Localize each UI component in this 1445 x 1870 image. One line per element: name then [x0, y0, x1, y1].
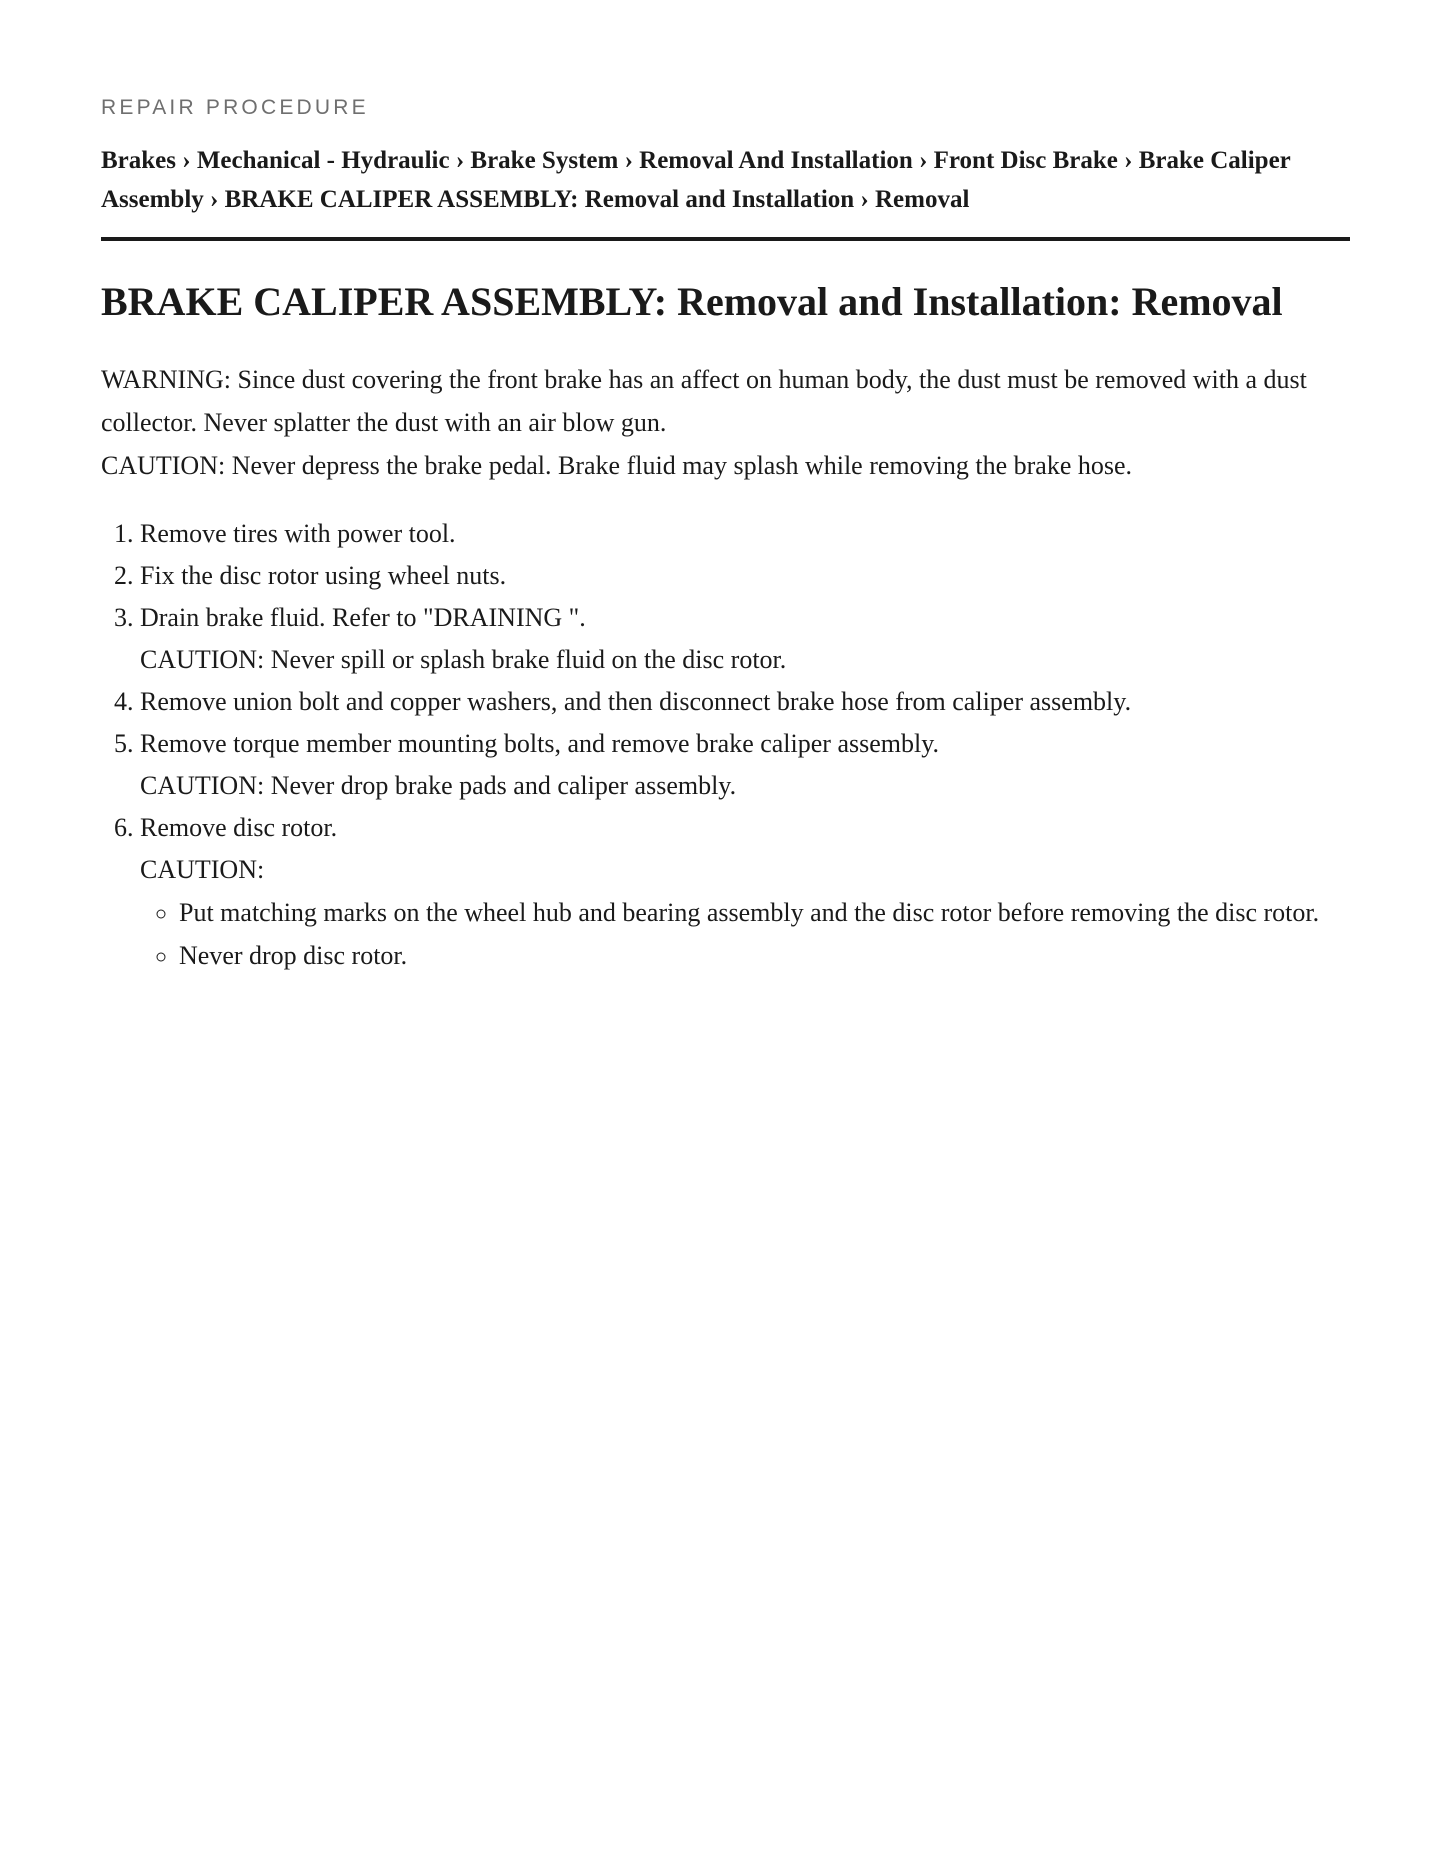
- procedure-steps: [101, 513, 1350, 977]
- breadcrumb-separator: ›: [860, 186, 875, 213]
- breadcrumb-separator: ›: [210, 186, 225, 213]
- procedure-step: [140, 723, 1350, 807]
- step-text: Fix the disc rotor using wheel nuts.: [140, 561, 507, 590]
- caution-bullet: ◦ Never drop disc rotor.: [179, 934, 1350, 977]
- section-kicker: REPAIR PROCEDURE: [101, 96, 369, 119]
- step-text: Remove union bolt and copper washers, and then disconnect brake hose from caliper assembly.: [140, 687, 1132, 716]
- step-caution: CAUTION: Never drop brake pads and caliper assembly.: [140, 771, 737, 800]
- breadcrumb-item[interactable]: Removal And Installation: [639, 147, 913, 174]
- breadcrumb-separator: ›: [919, 147, 934, 174]
- procedure-step: [140, 597, 1350, 681]
- breadcrumb-separator: ›: [455, 147, 471, 174]
- procedure-step: [140, 513, 1350, 555]
- breadcrumb-item[interactable]: BRAKE CALIPER ASSEMBLY: Removal and Installation: [224, 186, 855, 213]
- breadcrumb-item[interactable]: Brakes: [101, 147, 176, 174]
- breadcrumb-separator: ›: [624, 147, 640, 174]
- step-text: Remove disc rotor.: [140, 813, 338, 842]
- safety-notes: [101, 358, 1350, 487]
- breadcrumb-item[interactable]: Mechanical - Hydraulic: [196, 147, 450, 174]
- breadcrumb-item-current: Removal: [875, 186, 970, 213]
- warning-note: WARNING: Since dust covering the front brake has an affect on human body, the dust must be removed with a dust collector. Never splatter the dust with an air blow gun.: [101, 365, 1307, 437]
- procedure-step: [140, 555, 1350, 597]
- breadcrumb-item[interactable]: Brake System: [470, 147, 619, 174]
- caution-note: CAUTION: Never depress the brake pedal. Brake fluid may splash while removing the brake hose.: [101, 451, 1133, 480]
- step-caution: CAUTION:: [140, 855, 265, 884]
- page-title: BRAKE CALIPER ASSEMBLY: Removal and Installation: Removal: [101, 279, 1283, 324]
- caution-bullet-list: [140, 891, 1350, 977]
- caution-bullet: ◦ Put matching marks on the wheel hub and bearing assembly and the disc rotor before removing the disc rotor.: [179, 891, 1350, 934]
- procedure-step: [140, 807, 1350, 977]
- breadcrumb-separator: ›: [1124, 147, 1139, 174]
- breadcrumb-separator: ›: [182, 147, 197, 174]
- breadcrumb: [101, 141, 1350, 241]
- procedure-step: [140, 681, 1350, 723]
- step-caution: CAUTION: Never spill or splash brake fluid on the disc rotor.: [140, 645, 787, 674]
- breadcrumb-item[interactable]: Front Disc Brake: [933, 147, 1118, 174]
- step-text: Remove tires with power tool.: [140, 519, 456, 548]
- breadcrumb-item[interactable]: Brake Caliper Assembly: [101, 147, 1291, 213]
- step-text: Drain brake fluid. Refer to "DRAINING ".: [140, 603, 586, 632]
- step-text: Remove torque member mounting bolts, and remove brake caliper assembly.: [140, 729, 940, 758]
